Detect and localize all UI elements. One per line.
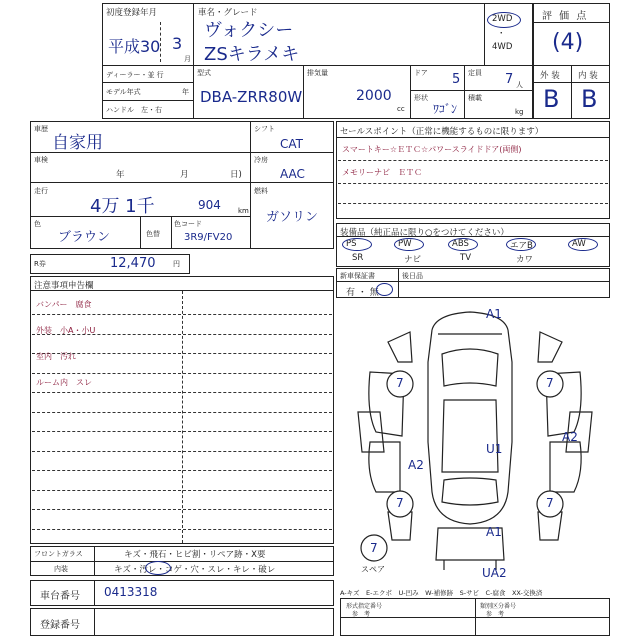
inspection-year-label: 年 — [116, 170, 125, 180]
note-line: バンパー 腐食 — [36, 300, 92, 309]
equipment-circle-0 — [342, 238, 372, 251]
car-name-label: 車名・グレード — [198, 8, 258, 18]
sales-point-line1: スマートキー☆ＥＴＣ☆パワースライドドア(両側) — [342, 145, 522, 154]
equipment-item: ナビ — [404, 255, 422, 265]
score-value: (4) — [552, 30, 584, 55]
cc-unit: cc — [397, 105, 405, 113]
model-year-unit: 年 — [182, 88, 189, 96]
mark-right-door: A2 — [562, 430, 578, 444]
model-code: DBA-ZRR80W — [200, 88, 303, 106]
sales-points-title: セールスポイント（正常に機能するものに限ります） — [340, 127, 544, 137]
shift: CAT — [280, 137, 303, 151]
equipment-item: AW — [572, 239, 586, 249]
equipment-item: エアB — [510, 241, 533, 251]
equipment-item: TV — [460, 253, 472, 263]
car-name: ヴォクシー — [204, 20, 294, 41]
month-unit: 月 — [184, 55, 191, 63]
equipment-item: PS — [346, 239, 357, 249]
note-line: 室内 汚れ — [36, 352, 76, 361]
grade: ZSキラメキ — [204, 44, 300, 65]
interior-row-options: キズ・汚レ・コゲ・穴・スレ・キレ・破レ — [114, 565, 276, 575]
interior-grade: B — [581, 85, 598, 113]
mark-roof: U1 — [486, 442, 503, 456]
color: ブラウン — [58, 230, 111, 245]
dealer-label: ディーラー・並 行 — [106, 71, 164, 79]
inspection-day-label: 日) — [230, 170, 242, 180]
sales-point-line2: メモリーナビ ＥＴＣ — [342, 168, 422, 177]
color-code-label: 色コード — [174, 220, 202, 228]
recycle-unit: 円 — [173, 260, 180, 268]
warranty-value: 有 ・ 無 — [346, 288, 379, 298]
capacity: 7 — [505, 72, 514, 87]
equipment-circle-3 — [506, 238, 536, 251]
usage-label: 車歴 — [34, 125, 48, 133]
exterior-label: 外 装 — [540, 71, 560, 81]
exterior-grade: B — [543, 85, 560, 113]
equipment-item: PW — [398, 239, 412, 249]
shape: ﾜｺﾞﾝ — [433, 102, 458, 116]
notes-title: 注意事項申告欄 — [34, 281, 94, 291]
equipment-item: カワ — [516, 255, 534, 265]
inspection-label: 車検 — [34, 156, 48, 164]
capacity-label: 定員 — [468, 69, 482, 77]
note-line: 外装 小A・小U — [36, 326, 96, 335]
mark-rear-bumper: UA2 — [482, 566, 507, 580]
displacement-label: 排気量 — [307, 69, 328, 77]
kg-unit: kg — [515, 108, 524, 116]
doors: 5 — [452, 72, 461, 87]
doors-label: ドア — [414, 69, 428, 77]
color-label: 色 — [34, 220, 41, 228]
model-year-label: モデル年式 — [106, 88, 141, 96]
windshield-options: キズ・飛石・ヒビ割・リペア跡・X要 — [124, 550, 266, 560]
windshield-label: フロントガラス — [34, 550, 83, 558]
chassis-value: 0413318 — [104, 585, 158, 599]
mark-rear-gate: A1 — [486, 525, 502, 539]
after-items-label: 後日品 — [402, 272, 423, 280]
handle-label: ハンドル 左・右 — [106, 106, 162, 114]
fuel-label: 燃料 — [254, 187, 268, 195]
note-line: ルーム内 スレ — [36, 378, 92, 387]
spare-number: 7 — [370, 541, 378, 555]
equipment-circle-4 — [568, 238, 598, 251]
capacity-unit: 人 — [516, 81, 523, 89]
chassis-label: 車台番号 — [40, 591, 80, 602]
mileage-rest: 904 — [198, 198, 221, 212]
interior-label: 内 装 — [578, 71, 598, 81]
damage-legend: A-キズ E-エクボ U-凹み W-補修跡 S-サビ C-腐食 XX-交換済 — [340, 589, 543, 597]
month-value: 3 — [172, 34, 183, 53]
equipment-circle-1 — [394, 238, 424, 251]
mark-front-right-wheel: 7 — [546, 376, 554, 390]
drive-2wd: 2WD — [492, 14, 513, 24]
spare-label: スペア — [361, 565, 385, 574]
recycle-value: 12,470 — [110, 256, 156, 271]
equipment-item: SR — [352, 253, 364, 263]
color-code: 3R9/FV20 — [184, 232, 233, 243]
shape-label: 形状 — [414, 94, 428, 102]
mark-rear-left-wheel: 7 — [396, 496, 404, 510]
ac: AAC — [280, 167, 305, 181]
usage: 自家用 — [52, 133, 103, 153]
mileage-label: 走行 — [34, 187, 48, 195]
recycle-label: R券 — [34, 260, 46, 268]
footer-model-designation: 形式指定番号 — [346, 603, 383, 610]
displacement: 2000 — [356, 88, 392, 104]
interior-row-label: 内装 — [54, 565, 68, 573]
mark-rear-right-wheel: 7 — [546, 496, 554, 510]
drive-4wd: 4WD — [492, 42, 513, 52]
mark-left-door: A2 — [408, 458, 424, 472]
inspection-month-label: 月 — [180, 170, 189, 180]
era-value: 平成30 — [108, 37, 161, 56]
mark-front-left-wheel: 7 — [396, 376, 404, 390]
score-label: 評 価 点 — [542, 11, 589, 22]
ac-label: 冷房 — [254, 156, 268, 164]
registration-label: 登録番号 — [40, 620, 80, 631]
equipment-circle-2 — [448, 238, 478, 251]
shift-label: シフト — [254, 125, 275, 133]
drive-dot: ・ — [497, 29, 506, 39]
load-label: 積載 — [468, 94, 482, 102]
interior-dirt-circle — [145, 561, 171, 575]
warranty-label: 新車保証書 — [340, 272, 375, 280]
fuel: ガソリン — [266, 210, 319, 225]
footer-ref-right: 参 考 — [486, 611, 505, 618]
mark-front-bumper: A1 — [486, 307, 502, 321]
mileage-main: 4万 1千 — [90, 196, 155, 217]
warranty-none-circle — [376, 283, 393, 296]
km-unit: km — [238, 207, 249, 215]
color-change-label: 色替 — [146, 230, 160, 238]
equipment-title: 装備品（純正品に限り○をつけてください） — [340, 228, 509, 238]
first-registration-label: 初度登録年月 — [106, 8, 158, 18]
footer-class-number: 類別区分番号 — [480, 603, 517, 610]
footer-ref-left: 参 考 — [352, 611, 371, 618]
equipment-item: ABS — [452, 239, 469, 249]
type-label: 型式 — [197, 69, 211, 77]
